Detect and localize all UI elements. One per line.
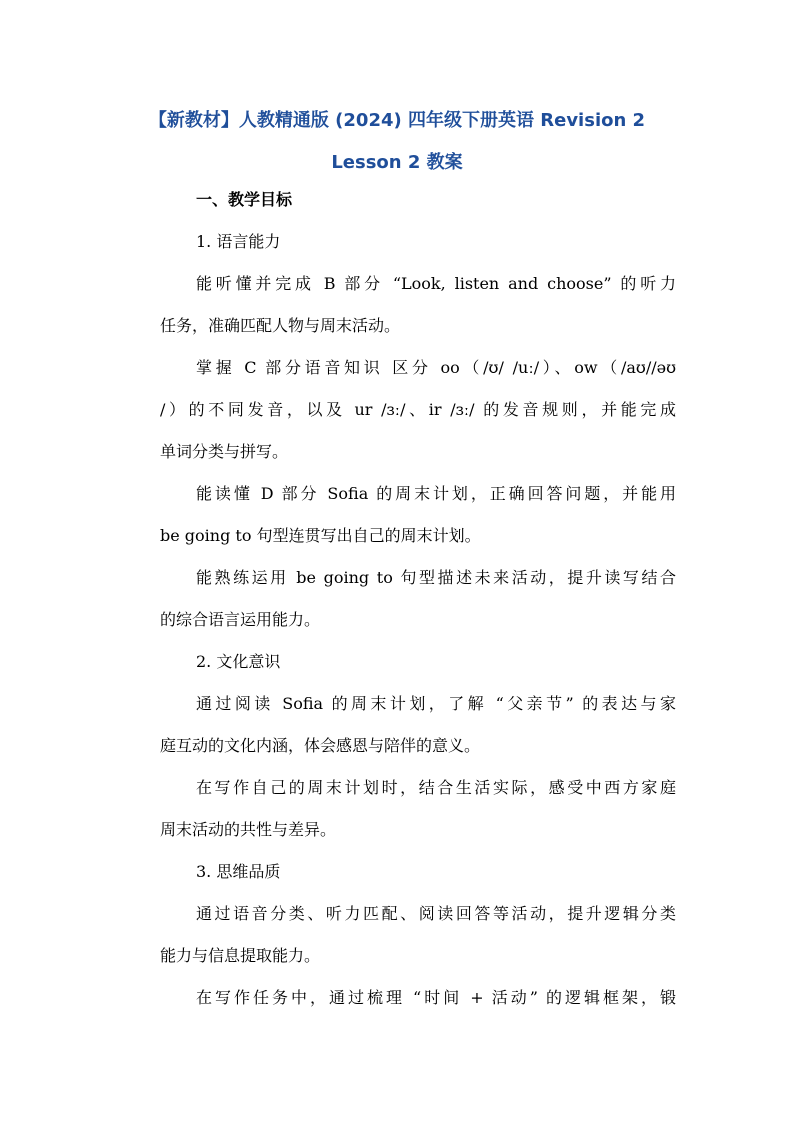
paragraph-line: 能熟练运用 be going to 句型描述未来活动，提升读写结合 (196, 568, 676, 587)
paragraph-line: 的综合语言运用能力。 (160, 610, 321, 629)
paragraph-line: 掌握 C 部分语音知识 区分 oo（/ʊ/ /uː/）、ow（/aʊ//əʊ (196, 358, 676, 377)
paragraph-line: 庭互动的文化内涵，体会感恩与陪伴的意义。 (160, 736, 481, 755)
subheading-language-ability: 1. 语言能力 (196, 232, 281, 251)
subheading-thinking-quality: 3. 思维品质 (196, 862, 281, 881)
paragraph-line: 单词分类与拼写。 (160, 442, 289, 461)
section-heading-objectives: 一、教学目标 (196, 190, 293, 209)
paragraph-line: be going to 句型连贯写出自己的周末计划。 (160, 526, 481, 545)
paragraph-line: /）的不同发音，以及 ur /ɜː/、ir /ɜː/ 的发音规则，并能完成 (160, 400, 676, 419)
paragraph-line: 能听懂并完成 B 部分 “Look, listen and choose” 的听力 (196, 274, 676, 293)
subheading-cultural-awareness: 2. 文化意识 (196, 652, 281, 671)
document-title-line2: Lesson 2 教案 (331, 152, 463, 173)
paragraph-line: 能读懂 D 部分 Sofia 的周末计划，正确回答问题，并能用 (196, 484, 676, 503)
paragraph-line: 周末活动的共性与差异。 (160, 820, 337, 839)
paragraph-line: 任务，准确匹配人物与周末活动。 (160, 316, 401, 335)
paragraph-line: 在写作自己的周末计划时，结合生活实际，感受中西方家庭 (196, 778, 676, 797)
paragraph-line: 在写作任务中，通过梳理 “时间 + 活动” 的逻辑框架，锻 (196, 988, 676, 1007)
document-title-line1: 【新教材】人教精通版 (2024) 四年级下册英语 Revision 2 (148, 110, 646, 131)
paragraph-line: 通过阅读 Sofia 的周末计划，了解 “父亲节” 的表达与家 (196, 694, 676, 713)
paragraph-line: 能力与信息提取能力。 (160, 946, 321, 965)
paragraph-line: 通过语音分类、听力匹配、阅读回答等活动，提升逻辑分类 (196, 904, 676, 923)
